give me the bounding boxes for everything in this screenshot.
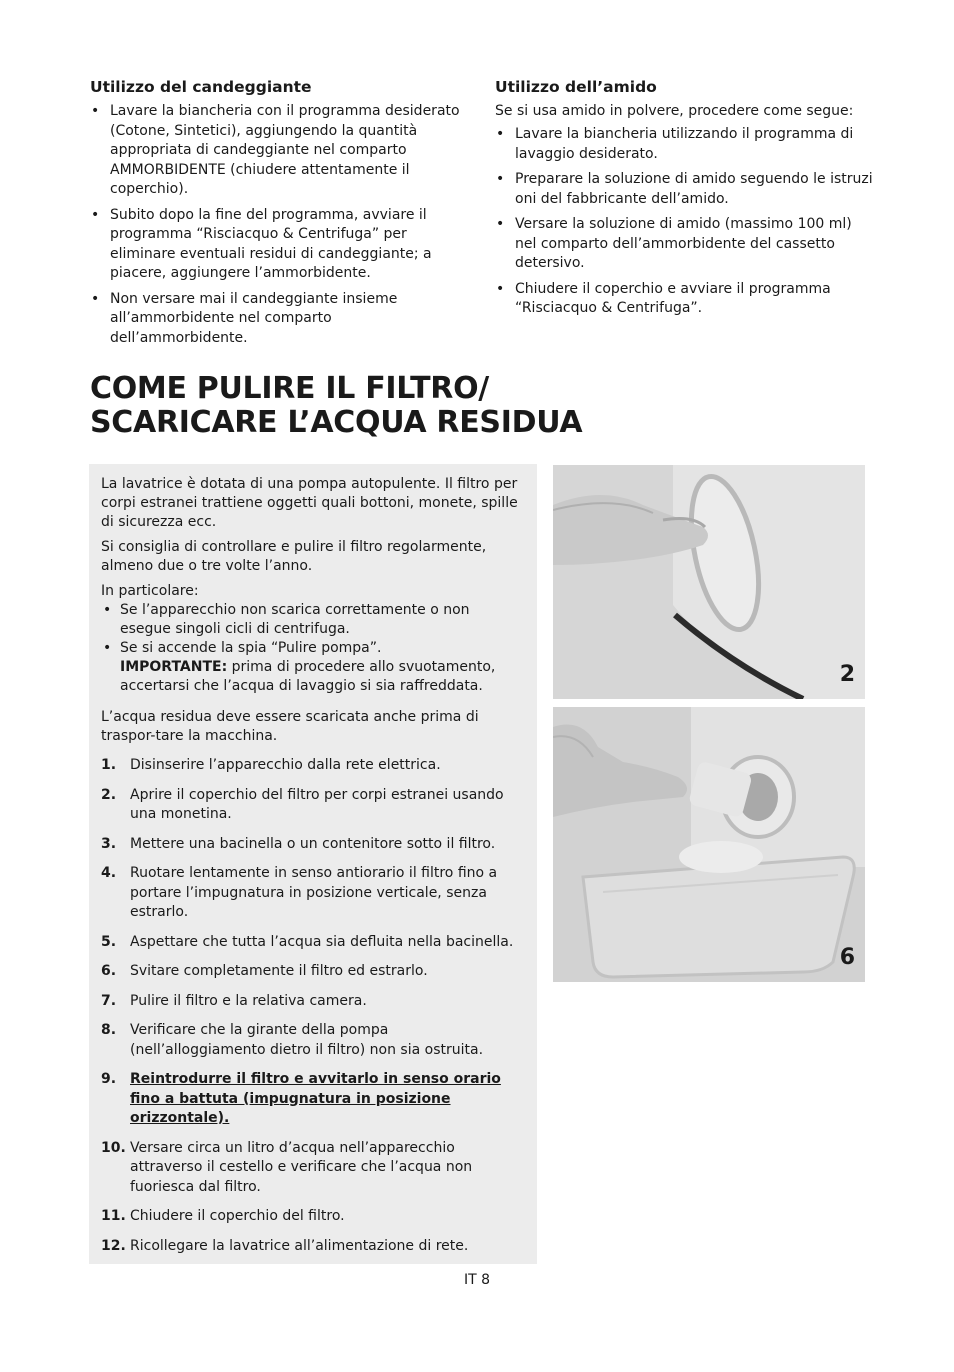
step-text: Aprire il coperchio del filtro per corpi estranei usando una monetina.	[130, 786, 504, 822]
step-number: 11.	[101, 1208, 126, 1224]
starch-section	[495, 76, 875, 325]
step-item	[101, 992, 523, 1012]
list-item: • Versare la soluzione di amido (massimo 100 ml) nel comparto dell’ammorbidente del cassetto detersivo.	[495, 215, 875, 274]
step-item	[101, 864, 523, 923]
list-item: • Chiudere il coperchio e avviare il programma “Risciacquo & Centrifuga”.	[495, 280, 875, 319]
step-text: Disinserire l’apparecchio dalla rete elettrica.	[130, 757, 441, 773]
list-item	[101, 639, 523, 696]
page-number: IT 8	[463, 1272, 491, 1288]
step-text: Pulire il filtro e la relativa camera.	[130, 992, 367, 1009]
steps-list	[101, 756, 523, 1256]
step-number: 4.	[101, 865, 117, 881]
step-number: 12.	[101, 1237, 126, 1254]
figure-number: 2	[839, 662, 855, 687]
step-number: 7.	[101, 992, 117, 1009]
step-number: 8.	[101, 1022, 117, 1038]
list-item-text: Se si accende la spia “Pulire pompa”.	[120, 640, 382, 656]
list-item: • Subito dopo la fine del programma, avviare il programma “Risciacquo & Centrifuga” per eliminare eventuali residui di candeggiante; a piacere, aggiungere l’ammorbidente.	[90, 206, 470, 284]
step-item	[101, 1139, 523, 1198]
filter-removal-photo	[553, 707, 865, 982]
instructions-panel	[89, 464, 537, 1264]
figure-number: 6	[839, 945, 855, 970]
step-item	[101, 835, 523, 855]
step-text: Verificare che la girante della pompa (nell’alloggiamento dietro il filtro) non sia ostruita.	[130, 1022, 484, 1058]
filter-removal-illustration	[553, 707, 865, 982]
step-text: Svitare completamente il filtro ed estrarlo.	[130, 963, 428, 979]
list-item: • Se l’apparecchio non scarica correttamente o non esegue singoli cicli di centrifuga.	[101, 601, 523, 639]
step-number: 9.	[101, 1071, 117, 1087]
step-number: 2.	[101, 786, 117, 803]
step-number: 3.	[101, 835, 117, 852]
important-text: prima di procedere allo svuotamento, accertarsi che l’acqua di lavaggio si sia raffreddata.	[120, 659, 496, 694]
bleach-list	[90, 102, 470, 348]
important-label: IMPORTANTE:	[120, 659, 228, 675]
starch-title: Utilizzo dell’amido	[495, 78, 657, 96]
page-title-line2: SCARICARE L’ACQUA RESIDUA	[90, 405, 583, 440]
step-text: Ruotare lentamente in senso antiorario il filtro fino a portare l’impugnatura in posizione verticale, senza estrarlo.	[130, 865, 498, 920]
step-text: Versare circa un litro d’acqua nell’apparecchio attraverso il cestello e verificare che l’acqua non fuoriesca dal filtro.	[130, 1139, 473, 1195]
step-number: 10.	[101, 1139, 126, 1156]
step-number: 6.	[101, 963, 117, 979]
panel-paragraph: L’acqua residua deve essere scaricata anche prima di traspor-tare la macchina.	[101, 709, 479, 744]
step-item	[101, 1237, 523, 1257]
step-item	[101, 756, 523, 776]
step-text: Chiudere il coperchio del filtro.	[130, 1208, 345, 1224]
step-item	[101, 1021, 523, 1060]
starch-intro: Se si usa amido in polvere, procedere come segue:	[495, 103, 854, 119]
bleach-section	[90, 76, 470, 354]
step-item	[101, 933, 523, 953]
step-text: Aspettare che tutta l’acqua sia defluita nella bacinella.	[130, 933, 514, 950]
filter-cover-photo	[553, 465, 865, 699]
list-item: • Non versare mai il candeggiante insieme all’ammorbidente nel comparto dell’ammorbidente.	[90, 290, 470, 349]
list-item: • Lavare la biancheria utilizzando il programma di lavaggio desiderato.	[495, 125, 875, 164]
page-title	[90, 372, 850, 440]
step-item	[101, 786, 523, 825]
step-number: 1.	[101, 757, 117, 773]
step-text: Ricollegare la lavatrice all’alimentazione di rete.	[130, 1237, 469, 1254]
filter-cover-illustration	[553, 465, 865, 699]
step-text: Mettere una bacinella o un contenitore sotto il filtro.	[130, 835, 496, 852]
step-number: 5.	[101, 933, 117, 950]
page-title-line1: COME PULIRE IL FILTRO/	[90, 371, 489, 406]
list-item: • Preparare la soluzione di amido seguendo le istruzi oni del fabbricante dell’amido.	[495, 170, 875, 209]
panel-paragraph: Si consiglia di controllare e pulire il filtro regolarmente, almeno due o tre volte l’anno.	[101, 539, 487, 574]
list-item: • Lavare la biancheria con il programma desiderato (Cotone, Sintetici), aggiungendo la quantità appropriata di candeggiante nel comparto AMMORBIDENTE (chiudere attentamente il coperchio).	[90, 102, 470, 200]
step-item	[101, 1207, 523, 1227]
step-item	[101, 962, 523, 982]
conditions-list	[101, 601, 523, 696]
panel-paragraph: La lavatrice è dotata di una pompa autopulente. Il filtro per corpi estranei trattiene oggetti quali bottoni, monete, spille di sicurezza ecc.	[101, 476, 518, 530]
starch-list	[495, 125, 875, 319]
step-item	[101, 1070, 523, 1129]
panel-paragraph: In particolare:	[101, 583, 199, 599]
step-text: Reintrodurre il filtro e avvitarlo in senso orario fino a battuta (impugnatura in posizione orizzontale).	[130, 1071, 501, 1126]
bleach-title: Utilizzo del candeggiante	[90, 78, 312, 96]
